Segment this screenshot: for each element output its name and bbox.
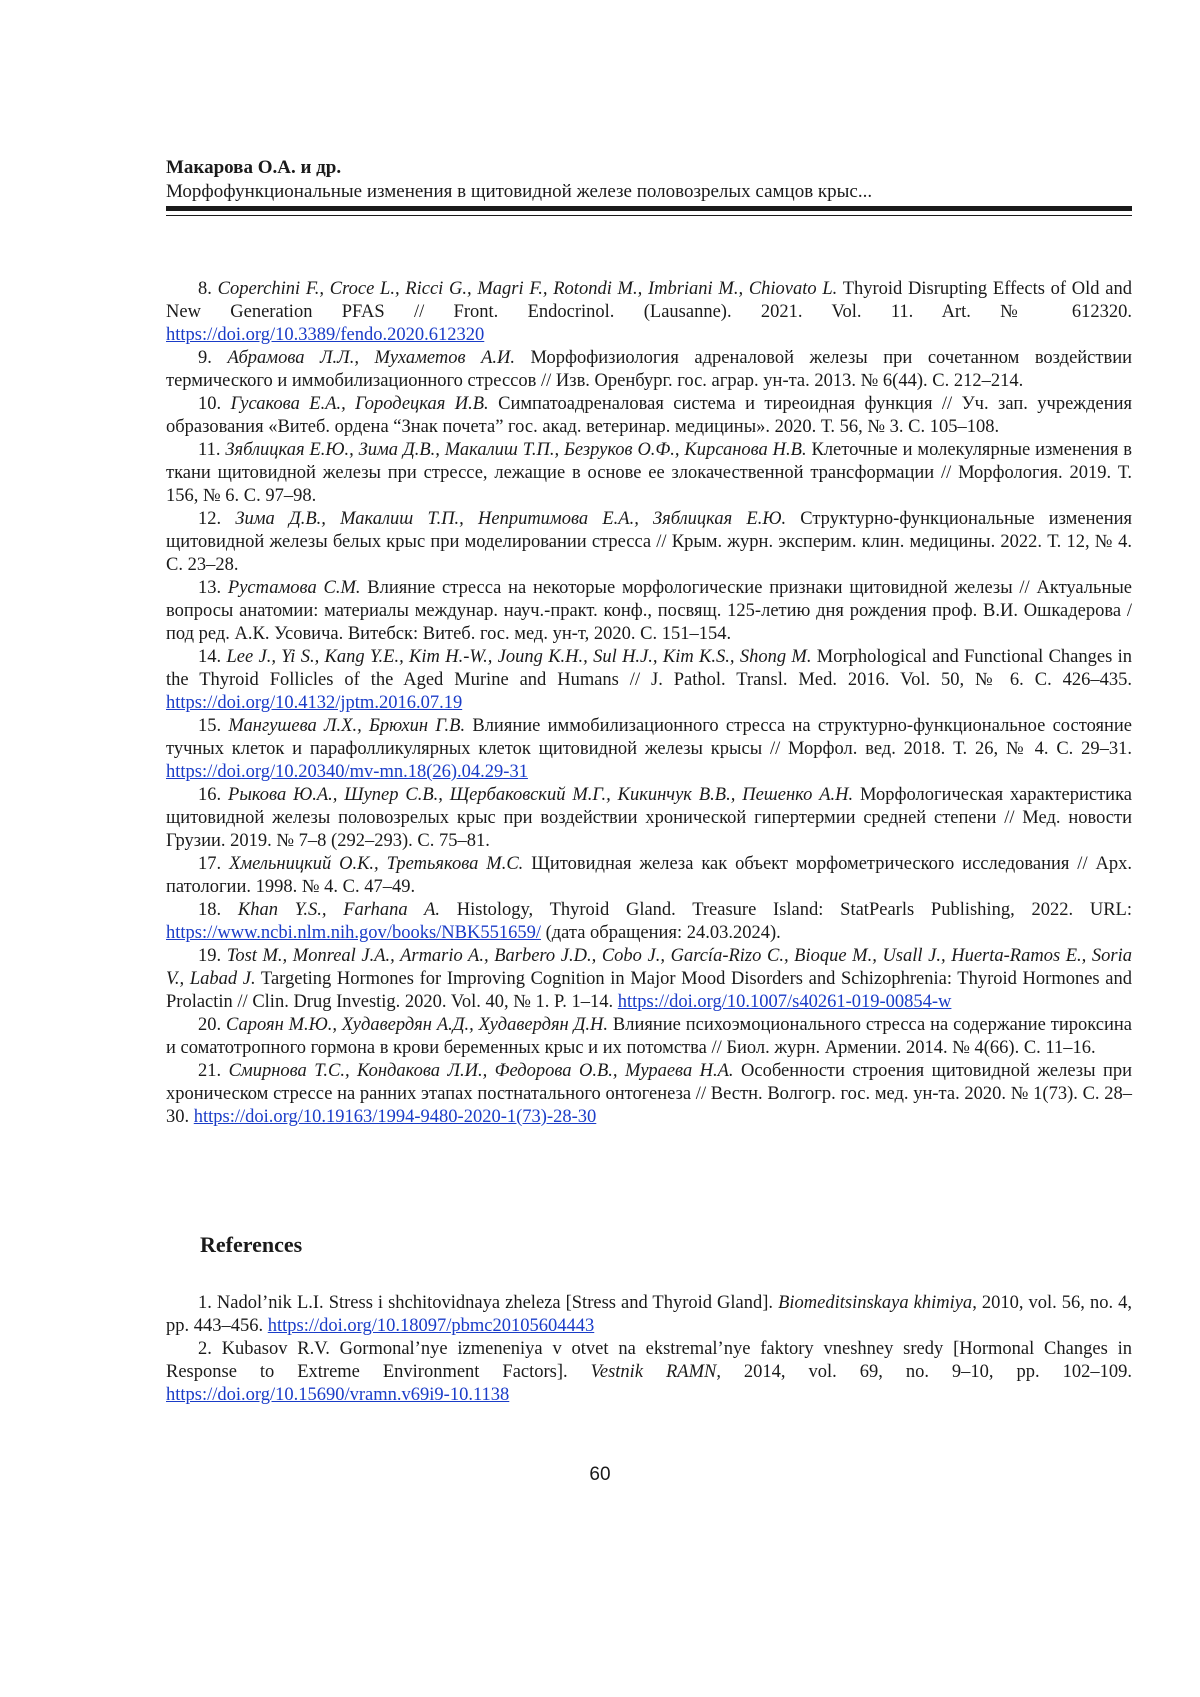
reference-number: 18. <box>198 900 222 920</box>
reference-text: Морфологическая характеристика щитовидной железы половозрелых крыс при воздействии хронической гипертермии средней степени // Мед. новости Грузии. 2019. № 7–8 (292–293). С. 75–81. <box>166 785 1132 851</box>
reference-details: , 2014, vol. 69, no. 9–10, pp. 102–109. <box>716 1362 1132 1382</box>
reference-number: 20. <box>198 1015 222 1035</box>
reference-text: Клеточные и молекулярные изменения в ткани щитовидной железы при стрессе, лежащие в основе ее злокачественной трансформации // Морфология. 2019. Т. 156, № 6. С. 97–98. <box>166 440 1133 506</box>
page-number: 60 <box>589 1464 611 1485</box>
reference-item <box>166 1292 1132 1338</box>
reference-item <box>166 1014 1132 1060</box>
reference-text: Влияние психоэмоционального стресса на содержание тироксина и соматотропного гормона в крови беременных крыс и их потомства // Биол. журн. Армении. 2014. № 4(66). С. 11–16. <box>166 1015 1132 1058</box>
reference-text: Щитовидная железа как объект морфометрического исследования // Арх. патологии. 1998. № 4. С. 47–49. <box>166 854 1132 897</box>
reference-text: Kubasov R.V. Gormonal’nye izmeneniya v otvet na ekstremal’nye faktory vneshney sredy [Hormonal Changes in Response to Extreme Environment Factors]. <box>166 1339 1132 1382</box>
header-rule-thick <box>166 206 1132 211</box>
reference-text: Структурно-функциональные изменения щитовидной железы белых крыс при моделировании стресса // Крым. журн. эксперим. клин. медицины. 2022. Т. 12, № 4. С. 23–28. <box>166 509 1133 575</box>
reference-text: Морфофизиология адреналовой железы при сочетанном воздействии термического и иммобилизационного стрессов // Изв. Оренбург. гос. аграр. ун-та. 2013. № 6(44). С. 212–214. <box>166 348 1133 391</box>
reference-item <box>166 393 1132 439</box>
reference-doi-link[interactable]: https://doi.org/10.4132/jptm.2016.07.19 <box>166 693 463 713</box>
reference-authors: Рустамова С.М. <box>227 578 361 598</box>
reference-authors: Смирнова Т.С., Кондакова Л.И., Федорова О.В., Мураева Н.А. <box>228 1061 734 1081</box>
reference-text: Влияние стресса на некоторые морфологические признаки щитовидной железы // Актуальные вопросы анатомии: материалы междунар. науч.-практ. конф., посвящ. 125-летию дня рождения проф. В.И. Ошкадерова / под ред. А.К. Усовича. Витебск: Витеб. гос. мед. ун-т, 2020. С. 151–154. <box>166 578 1133 644</box>
reference-journal: Biomeditsinskaya khimiya <box>778 1293 973 1313</box>
reference-doi-link[interactable]: https://doi.org/10.18097/pbmc20105604443 <box>267 1316 595 1336</box>
reference-details: , 2010, vol. 56, no. 4, pp. 443–456. <box>166 1293 1132 1336</box>
reference-journal: Vestnik RAMN <box>590 1362 717 1382</box>
reference-item <box>166 853 1132 899</box>
reference-authors: Khan Y.S., Farhana A. <box>237 900 440 920</box>
header-authors: Макарова О.А. и др. <box>166 157 342 178</box>
reference-item <box>166 1060 1132 1129</box>
reference-item <box>166 715 1132 784</box>
reference-item <box>166 508 1132 577</box>
reference-text: Nadol’nik L.I. Stress i shchitovidnaya zheleza [Stress and Thyroid Gland]. <box>211 1293 779 1313</box>
reference-item <box>166 646 1132 715</box>
reference-text: Особенности строения щитовидной железы при хроническом стрессе на ранних этапах постнатального онтогенеза // Вестн. Волгогр. гос. мед. ун-та. 2020. № 1(73). С. 28–30. <box>166 1061 1132 1127</box>
reference-text: Morphological and Functional Changes in the Thyroid Follicles of the Aged Murine and Humans // J. Pathol. Transl. Med. 2016. Vol. 50, № 6. С. 426–435. <box>166 647 1133 690</box>
reference-doi-link[interactable]: https://doi.org/10.20340/mv-mn.18(26).04.29-31 <box>166 762 528 782</box>
reference-item <box>166 577 1132 646</box>
reference-authors: Абрамова Л.Л., Мухаметов А.И. <box>227 348 515 368</box>
reference-item <box>166 1338 1132 1407</box>
reference-number: 2. <box>198 1339 212 1359</box>
reference-number: 11. <box>198 440 221 460</box>
reference-item <box>166 347 1132 393</box>
reference-authors: Гусакова Е.А., Городецкая И.В. <box>230 394 489 414</box>
reference-item <box>166 784 1132 853</box>
reference-text: Thyroid Disrupting Effects of Old and New Generation PFAS // Front. Endocrinol. (Lausanne). 2021. Vol. 11. Art. № 612320. <box>166 279 1132 322</box>
reference-authors: Coperchini F., Croce L., Ricci G., Magri F., Rotondi M., Imbriani M., Chiovato L. <box>217 279 838 299</box>
reference-number: 1. <box>198 1293 212 1313</box>
reference-authors: Зима Д.В., Макалиш Т.П., Непритимова Е.А., Зяблицкая Е.Ю. <box>235 509 787 529</box>
reference-text: Симпатоадреналовая система и тиреоидная функция // Уч. зап. учреждения образования «Витеб. ордена “Знак почета” гос. акад. ветеринар. медицины». 2020. Т. 56, № 3. С. 105–108. <box>166 394 1133 437</box>
reference-authors: Lee J., Yi S., Kang Y.E., Kim H.-W., Joung K.H., Sul H.J., Kim K.S., Shong M. <box>226 647 812 667</box>
references-heading: References <box>200 1232 303 1257</box>
reference-authors: Tost M., Monreal J.A., Armario A., Barbero J.D., Cobo J., García-Rizo C., Bioque M., Usall J., Huerta-Ramos E., Soria V., Labad J. <box>166 946 1132 989</box>
reference-authors: Хмельницкий О.К., Третьякова М.С. <box>229 854 524 874</box>
header-title: Морфофункциональные изменения в щитовидной железе половозрелых самцов крыс... <box>166 181 873 202</box>
reference-text: Histology, Thyroid Gland. Treasure Island: StatPearls Publishing, 2022. URL: <box>440 900 1132 920</box>
reference-tail: (дата обращения: 24.03.2024). <box>540 923 781 943</box>
reference-doi-link[interactable]: https://doi.org/10.3389/fendo.2020.612320 <box>166 325 485 345</box>
reference-number: 16. <box>198 785 222 805</box>
running-header <box>166 156 1132 204</box>
reference-list-ru <box>166 278 1132 1129</box>
reference-item <box>166 945 1132 1014</box>
reference-item <box>166 899 1132 945</box>
reference-number: 14. <box>198 647 222 667</box>
reference-item <box>166 439 1132 508</box>
reference-list-en <box>166 1292 1132 1407</box>
reference-number: 12. <box>198 509 222 529</box>
reference-number: 17. <box>198 854 222 874</box>
reference-number: 19. <box>198 946 222 966</box>
reference-authors: Сароян М.Ю., Худавердян А.Д., Худавердян Д.Н. <box>226 1015 608 1035</box>
reference-text: Влияние иммобилизационного стресса на структурно-функциональное состояние тучных клеток и парафолликулярных клеток щитовидной железы крысы // Морфол. вед. 2018. Т. 26, № 4. С. 29–31. <box>166 716 1132 759</box>
reference-text: Targeting Hormones for Improving Cognition in Major Mood Disorders and Schizophrenia: Thyroid Hormones and Prolactin // Clin. Drug Investig. 2020. Vol. 40, № 1. P. 1–14. <box>166 969 1132 1012</box>
reference-number: 9. <box>198 348 212 368</box>
header-rule-thin <box>166 215 1132 216</box>
reference-doi-link[interactable]: https://doi.org/10.15690/vramn.v69i9-10.1138 <box>166 1385 510 1405</box>
reference-doi-link[interactable]: https://www.ncbi.nlm.nih.gov/books/NBK551659/ <box>166 923 541 943</box>
reference-number: 8. <box>198 279 212 299</box>
reference-number: 10. <box>198 394 222 414</box>
reference-number: 13. <box>198 578 222 598</box>
reference-number: 15. <box>198 716 222 736</box>
reference-authors: Мангушева Л.Х., Брюхин Г.В. <box>228 716 466 736</box>
reference-authors: Рыкова Ю.А., Шупер С.В., Щербаковский М.Г., Кикинчук В.В., Пешенко А.Н. <box>228 785 854 805</box>
reference-doi-link[interactable]: https://doi.org/10.1007/s40261-019-00854-w <box>617 992 952 1012</box>
reference-number: 21. <box>198 1061 222 1081</box>
reference-authors: Зяблицкая Е.Ю., Зима Д.В., Макалиш Т.П., Безруков О.Ф., Кирсанова Н.В. <box>225 440 807 460</box>
reference-item <box>166 278 1132 347</box>
reference-doi-link[interactable]: https://doi.org/10.19163/1994-9480-2020-1(73)-28-30 <box>193 1107 597 1127</box>
